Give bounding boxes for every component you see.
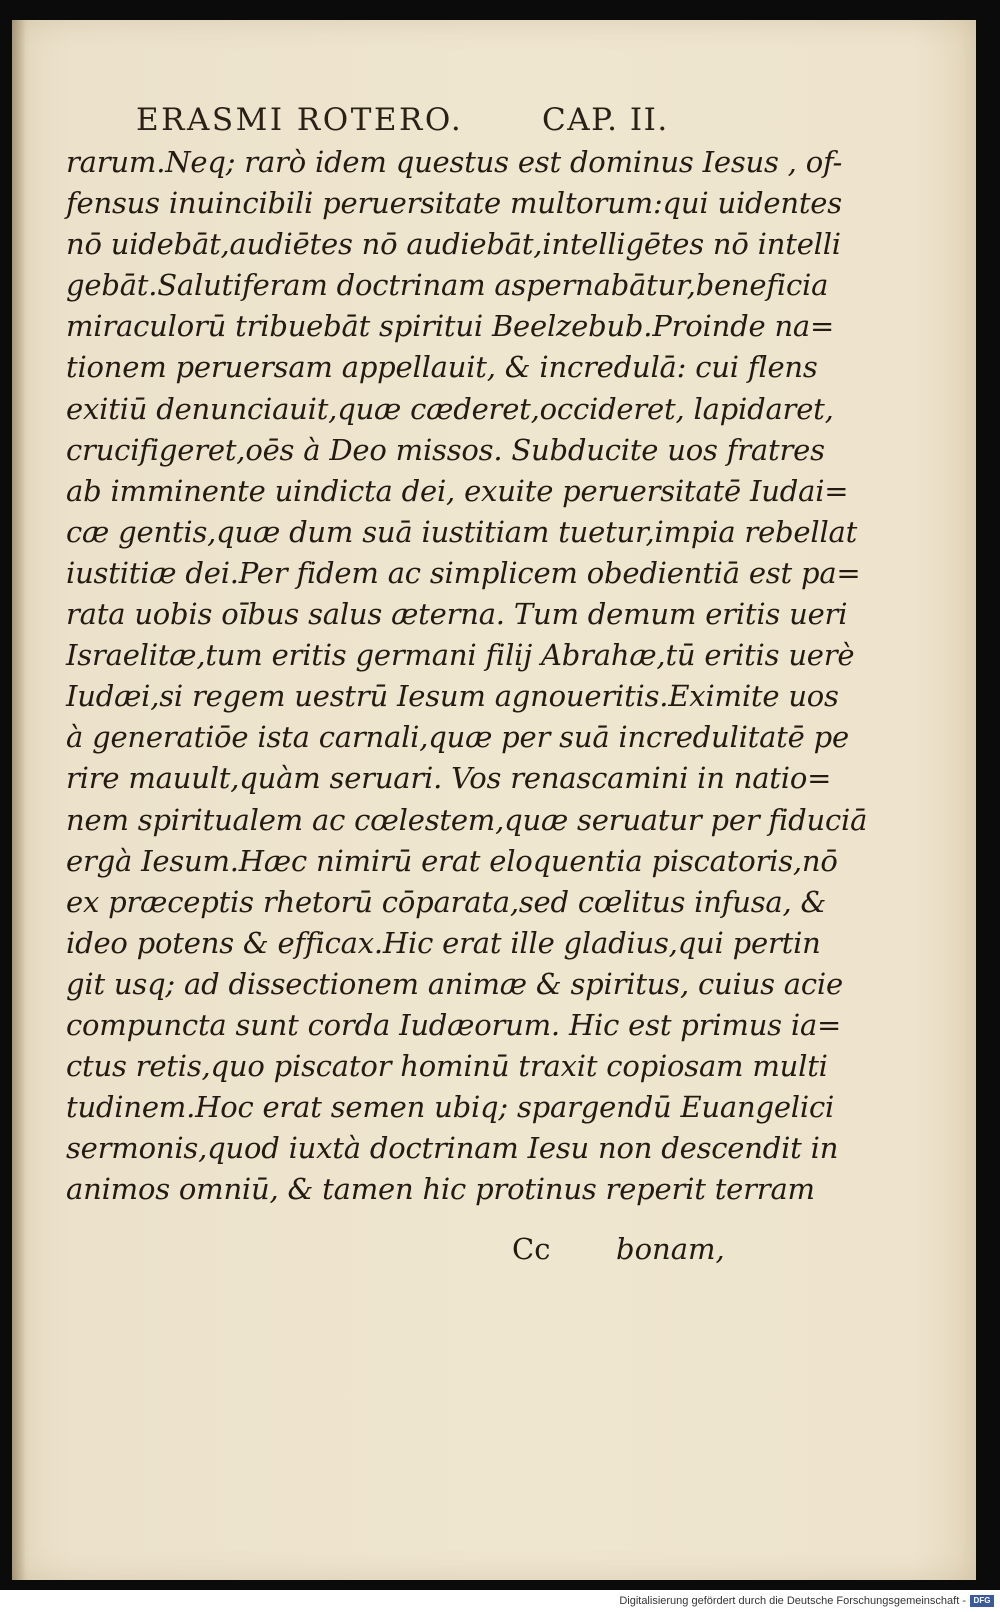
text-line: sermonis,quod iuxtà doctrinam Iesu non descendit in bbox=[66, 1131, 839, 1166]
body-text bbox=[66, 142, 868, 1210]
text-line: gebāt.Salutiferam doctrinam aspernabātur,beneficia bbox=[66, 268, 829, 303]
text-line: compuncta sunt corda Iudæorum. Hic est primus ia= bbox=[66, 1007, 842, 1042]
book-page bbox=[12, 20, 976, 1580]
dfg-logo: DFG bbox=[970, 1595, 994, 1607]
text-line: Israelitæ,tum eritis germani filij Abrahæ,tū eritis uerè bbox=[66, 638, 855, 673]
chapter-number: CAP. II. bbox=[542, 102, 669, 138]
running-title: ERASMI ROTERO. bbox=[136, 102, 464, 138]
text-line: tionem peruersam appellauit, & incredulā: cui flens bbox=[66, 350, 818, 385]
text-line: animos omniū, & tamen hic protinus reperit terram bbox=[66, 1172, 815, 1207]
text-line: ex præceptis rhetorū cōparata,sed cœlitus infusa, & bbox=[66, 884, 827, 919]
text-line: cæ gentis,quæ dum suā iustitiam tuetur,impia rebellat bbox=[66, 514, 858, 549]
text-line: tudinem.Hoc erat semen ubiq; spargendū Euangelici bbox=[66, 1090, 835, 1125]
signature-mark: Cc bbox=[512, 1232, 551, 1266]
text-line: fensus inuincibili peruersitate multorum:qui uidentes bbox=[66, 186, 842, 221]
text-line: nem spiritualem ac cœlestem,quæ seruatur per fiduciā bbox=[66, 802, 868, 837]
digitization-credit bbox=[619, 1593, 994, 1609]
text-line: rata uobis oībus salus æterna. Tum demum eritis ueri bbox=[66, 597, 848, 632]
text-line: ab imminente uindicta dei, exuite peruersitatē Iudai= bbox=[66, 473, 849, 508]
text-line: ideo potens & efficax.Hic erat ille gladius,qui pertin bbox=[66, 925, 821, 960]
credit-text: Digitalisierung gefördert durch die Deutsche Forschungsgemeinschaft - bbox=[619, 1595, 966, 1607]
text-line: iustitiæ dei.Per fidem ac simplicem obedientiā est pa= bbox=[66, 555, 861, 590]
text-line: ctus retis,quo piscator hominū traxit copiosam multi bbox=[66, 1049, 828, 1084]
text-line: Iudæi,si regem uestrū Iesum agnoueritis.Eximite uos bbox=[66, 679, 839, 714]
text-line: à generatiōe ista carnali,quæ per suā incredulitatē pe bbox=[66, 720, 849, 755]
text-line: git usq; ad dissectionem animæ & spiritus, cuius acie bbox=[66, 966, 843, 1001]
catchword: bonam, bbox=[616, 1232, 725, 1266]
text-line: rarum.Neq; rarò idem questus est dominus Iesus , of- bbox=[66, 145, 843, 179]
text-line: crucifigeret,oēs à Deo missos. Subducite uos fratres bbox=[66, 432, 825, 467]
text-line: exitiū denunciauit,quæ cæderet,occideret, lapidaret, bbox=[66, 391, 834, 426]
page-footer bbox=[12, 1232, 976, 1272]
text-line: rire mauult,quàm seruari. Vos renascamini in natio= bbox=[66, 761, 832, 796]
text-line: ergà Iesum.Hæc nimirū erat eloquentia piscatoris,nō bbox=[66, 843, 838, 878]
text-line: miraculorū tribuebāt spiritui Beelzebub.Proinde na= bbox=[66, 309, 835, 344]
text-line: nō uidebāt,audiētes nō audiebāt,intelligētes nō intelli bbox=[66, 227, 841, 262]
